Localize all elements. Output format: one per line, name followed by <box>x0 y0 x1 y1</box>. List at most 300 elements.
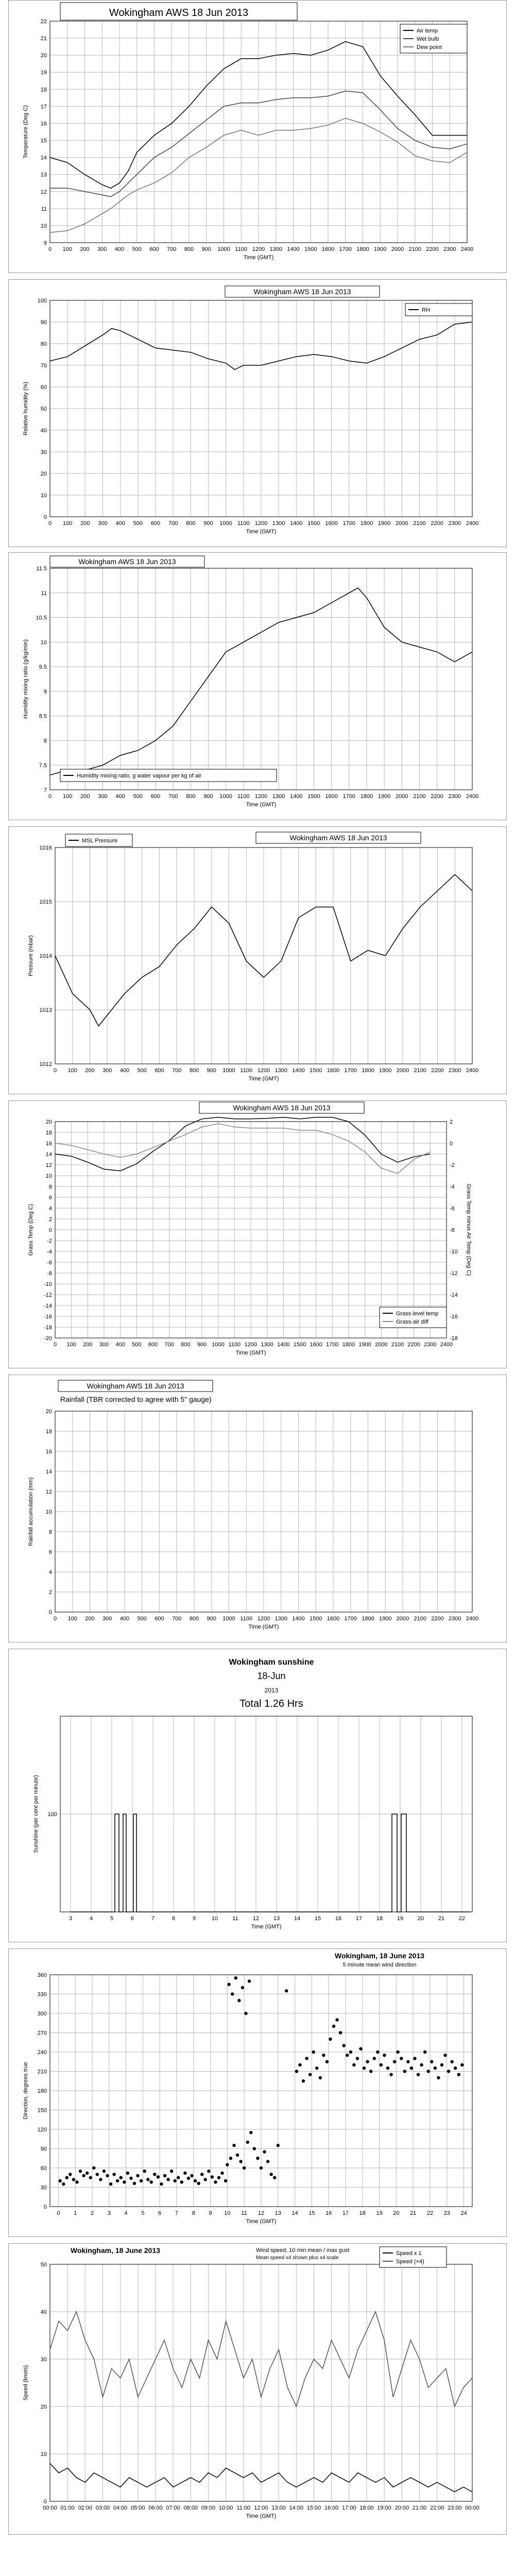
x-tick-label: 13:00 <box>271 2505 286 2511</box>
y-tick-label: 180 <box>37 2088 47 2094</box>
x-tick-label: 1500 <box>293 1342 306 1348</box>
y-tick-label: 30 <box>40 449 47 455</box>
data-point <box>227 1983 230 1986</box>
x-tick-label: 23:00 <box>448 2505 462 2511</box>
y-tick-label: 20 <box>45 1119 52 1125</box>
x-tick-label: 1200 <box>244 1342 258 1348</box>
y-tick-label: 9 <box>43 688 47 695</box>
data-point <box>396 2050 399 2054</box>
data-point <box>342 2044 346 2047</box>
x-tick-label: 700 <box>172 1067 182 1074</box>
data-point <box>65 2176 68 2179</box>
data-point <box>244 2012 247 2015</box>
y2-tick-label: -14 <box>450 1292 458 1298</box>
x-tick-label: 2400 <box>466 1067 479 1074</box>
y-tick-label: 4 <box>48 1569 52 1575</box>
x-tick-label: 300 <box>99 1342 109 1348</box>
y2-tick-label: -2 <box>450 1162 455 1168</box>
data-point <box>349 2050 352 2054</box>
x-tick-label: 500 <box>132 246 142 252</box>
x-tick-label: 1900 <box>379 1616 392 1622</box>
chart-title: Wokingham AWS 18 Jun 2013 <box>109 7 249 19</box>
pressure-chart-svg <box>9 827 506 1094</box>
mixing-ratio-chart <box>8 552 507 820</box>
data-point <box>386 2066 389 2070</box>
legend-label: Wet bulb <box>417 36 439 42</box>
y-tick-label: 13 <box>40 172 47 178</box>
y-tick-label: 0 <box>48 1609 52 1616</box>
data-point <box>329 2038 332 2041</box>
x-tick-label: 07:00 <box>166 2505 180 2511</box>
data-point <box>457 2073 460 2076</box>
x-tick-label: 1700 <box>326 1342 339 1348</box>
x-tick-label: 0 <box>48 793 52 800</box>
data-point <box>423 2050 426 2054</box>
data-point <box>285 1989 288 1992</box>
x-tick-label: 900 <box>207 1616 216 1622</box>
data-point <box>273 2176 276 2179</box>
data-point <box>376 2050 379 2054</box>
x-axis-label: Time (GMT) <box>235 1350 266 1356</box>
x-tick-label: 4 <box>89 1916 93 1922</box>
data-point <box>352 2063 355 2066</box>
y-tick-label: 8 <box>48 1529 52 1535</box>
x-tick-label: 6 <box>130 1916 134 1922</box>
x-tick-label: 8 <box>192 2210 195 2216</box>
x-tick-label: 600 <box>148 1342 158 1348</box>
x-tick-label: 1600 <box>310 1342 322 1348</box>
data-point <box>239 2160 242 2163</box>
x-tick-label: 900 <box>197 1342 207 1348</box>
y2-tick-label: 0 <box>450 1141 453 1147</box>
data-point <box>211 2175 214 2178</box>
x-tick-label: 0 <box>53 1342 57 1348</box>
x-tick-label: 100 <box>62 520 73 527</box>
x-tick-label: 1800 <box>342 1342 355 1348</box>
x-tick-label: 0 <box>57 2210 60 2216</box>
y-tick-label: 0 <box>43 2204 47 2210</box>
x-tick-label: 200 <box>85 1067 95 1074</box>
data-point <box>440 2063 443 2066</box>
x-tick-label: 400 <box>119 1616 130 1622</box>
x-tick-label: 1300 <box>261 1342 273 1348</box>
y-axis-label: Grass Temp (Deg C) <box>28 1204 34 1256</box>
y-tick-label: -6 <box>47 1260 52 1266</box>
y-tick-label: 20 <box>45 1409 52 1415</box>
x-tick-label: 12:00 <box>254 2505 268 2511</box>
x-tick-label: 1000 <box>212 1342 225 1348</box>
x-tick-label: 1800 <box>360 793 373 800</box>
y-tick-label: 10 <box>45 1173 52 1179</box>
x-tick-label: 1200 <box>254 793 268 800</box>
x-tick-label: 2000 <box>375 1342 388 1348</box>
data-point <box>302 2079 305 2082</box>
y-tick-label: 17 <box>40 104 47 110</box>
y-tick-label: 240 <box>37 2049 47 2056</box>
x-tick-label: 1800 <box>362 1616 374 1622</box>
y-tick-label: 9.5 <box>39 664 47 671</box>
y-tick-label: 12 <box>45 1162 52 1168</box>
wind-direction-chart <box>8 1948 507 2237</box>
humidity-chart <box>8 279 507 547</box>
x-tick-label: 1900 <box>377 520 391 527</box>
x-tick-label: 2000 <box>396 1067 409 1074</box>
x-tick-label: 500 <box>132 1342 142 1348</box>
y-tick-label: 150 <box>37 2107 47 2114</box>
data-point <box>220 2172 224 2175</box>
x-tick-label: 1500 <box>310 1616 322 1622</box>
x-tick-label: 16 <box>335 1916 342 1922</box>
x-tick-label: 20 <box>393 2210 400 2216</box>
chart-year: 2013 <box>264 1687 279 1694</box>
x-tick-label: 24 <box>460 2210 467 2216</box>
x-tick-label: 1000 <box>219 520 232 527</box>
x-tick-label: 9 <box>209 2210 212 2216</box>
data-point <box>163 2174 166 2177</box>
y-tick-label: 30 <box>40 2184 47 2191</box>
y-tick-label: -14 <box>44 1303 52 1309</box>
x-tick-label: 04:00 <box>113 2505 128 2511</box>
x-tick-label: 12 <box>258 2210 265 2216</box>
x-tick-label: 1000 <box>217 246 230 252</box>
x-tick-label: 500 <box>137 1616 147 1622</box>
x-tick-label: 2200 <box>431 1067 444 1074</box>
x-tick-label: 1400 <box>277 1342 290 1348</box>
data-point <box>136 2174 139 2177</box>
chart-title: Wokingham, 18 June 2013 <box>71 2246 161 2255</box>
y-tick-label: 0 <box>43 514 47 520</box>
data-point <box>298 2063 301 2066</box>
sunshine-chart-svg <box>9 1649 506 1942</box>
x-tick-label: 2300 <box>449 1616 461 1622</box>
x-tick-label: 1100 <box>228 1342 241 1348</box>
x-tick-label: 400 <box>115 1342 125 1348</box>
x-tick-label: 18 <box>376 1916 383 1922</box>
x-tick-label: 1200 <box>257 1067 270 1074</box>
wind-direction-chart-svg <box>9 1949 506 2236</box>
x-tick-label: 17 <box>342 2210 349 2216</box>
temperature-chart <box>8 0 507 273</box>
y-tick-label: -12 <box>44 1292 52 1298</box>
data-point <box>406 2060 409 2063</box>
data-point <box>96 2173 99 2176</box>
x-axis-label: Time (GMT) <box>246 529 277 535</box>
x-tick-label: 300 <box>98 793 108 800</box>
x-tick-label: 1900 <box>379 1067 392 1074</box>
data-point <box>217 2176 220 2179</box>
x-tick-label: 900 <box>207 1067 216 1074</box>
y-tick-label: 50 <box>40 2262 47 2268</box>
x-tick-label: 600 <box>149 246 159 252</box>
y-tick-label: 270 <box>37 2030 47 2037</box>
chart-title: Wokingham AWS 18 Jun 2013 <box>78 557 176 566</box>
y2-tick-label: -18 <box>450 1335 458 1342</box>
data-point <box>400 2057 403 2060</box>
x-tick-label: 2300 <box>449 1067 461 1074</box>
y2-tick-label: -16 <box>450 1314 458 1320</box>
x-tick-label: 1900 <box>377 793 391 800</box>
data-point <box>102 2170 106 2173</box>
x-tick-label: 2 <box>90 2210 94 2216</box>
x-axis-label: Time (GMT) <box>248 1076 279 1082</box>
temperature-chart-svg <box>9 1 506 273</box>
x-tick-label: 10:00 <box>218 2505 233 2511</box>
y-tick-label: -18 <box>44 1325 52 1331</box>
x-tick-label: 20:00 <box>394 2505 409 2511</box>
y-axis-label: Temperature (Deg C) <box>23 105 29 159</box>
x-tick-label: 1500 <box>307 793 320 800</box>
data-point <box>68 2173 72 2176</box>
wind-speed-chart <box>8 2243 507 2535</box>
x-tick-label: 0 <box>53 1067 57 1074</box>
data-point <box>236 2154 239 2157</box>
data-point <box>234 1976 237 1979</box>
data-point <box>126 2172 129 2175</box>
data-point <box>183 2172 186 2175</box>
legend-label: Grass level temp <box>396 1311 439 1317</box>
y-tick-label: 60 <box>40 384 47 391</box>
x-tick-label: 500 <box>137 1067 147 1074</box>
x-tick-label: 200 <box>80 520 90 527</box>
data-point <box>123 2180 126 2183</box>
x-tick-label: 700 <box>167 246 177 252</box>
x-tick-label: 1700 <box>339 246 352 252</box>
y-tick-label: 80 <box>40 341 47 347</box>
y-tick-label: 18 <box>45 1130 52 1136</box>
x-tick-label: 2300 <box>448 520 461 527</box>
x-tick-label: 13 <box>273 1916 280 1922</box>
x-tick-label: 200 <box>85 1616 95 1622</box>
x-tick-label: 2000 <box>396 1616 409 1622</box>
x-tick-label: 0 <box>53 1616 57 1622</box>
x-tick-label: 200 <box>80 793 90 800</box>
x-tick-label: 2000 <box>391 246 404 252</box>
y-tick-label: 11 <box>41 206 47 212</box>
y-tick-label: 8.5 <box>39 713 47 720</box>
data-point <box>308 2073 312 2076</box>
data-point <box>177 2176 180 2179</box>
x-tick-label: 08:00 <box>183 2505 198 2511</box>
x-tick-label: 09:00 <box>201 2505 216 2511</box>
x-tick-label: 14 <box>291 2210 298 2216</box>
x-tick-label: 1300 <box>272 520 285 527</box>
x-tick-label: 1900 <box>358 1342 371 1348</box>
x-tick-label: 700 <box>168 520 178 527</box>
chart-subtitle: Wind speed, 10 min mean / max gust <box>256 2247 350 2253</box>
x-tick-label: 1000 <box>222 1616 235 1622</box>
data-point <box>305 2057 308 2060</box>
x-tick-label: 300 <box>97 246 107 252</box>
y-tick-label: 10 <box>45 1509 52 1515</box>
x-axis-label: Time (GMT) <box>243 255 274 261</box>
x-tick-label: 1400 <box>287 246 300 252</box>
x-tick-label: 19 <box>397 1916 404 1922</box>
humidity-chart-svg <box>9 280 506 547</box>
x-tick-label: 800 <box>189 1067 199 1074</box>
y2-tick-label: -12 <box>450 1270 458 1277</box>
y-tick-label: -16 <box>44 1314 52 1320</box>
x-tick-label: 22:00 <box>430 2505 444 2511</box>
x-tick-label: 1400 <box>290 793 303 800</box>
data-point <box>224 2179 227 2182</box>
x-tick-label: 10 <box>224 2210 231 2216</box>
x-tick-label: 16:00 <box>324 2505 339 2511</box>
data-point <box>246 2141 249 2144</box>
pressure-chart <box>8 826 507 1094</box>
x-tick-label: 1300 <box>274 1067 287 1074</box>
x-tick-label: 700 <box>164 1342 174 1348</box>
data-point <box>119 2176 123 2179</box>
x-tick-label: 23 <box>443 2210 450 2216</box>
legend-label: MSL Pressure <box>82 838 118 844</box>
legend-label: RH <box>422 307 430 313</box>
y-tick-label: 10 <box>40 2451 47 2458</box>
x-tick-label: 2400 <box>466 520 479 527</box>
data-point <box>207 2170 210 2173</box>
data-point <box>79 2170 82 2173</box>
chart-subtitle-2: Mean speed x4 shown plus x4 scale <box>256 2255 339 2261</box>
data-point <box>356 2057 359 2060</box>
y-tick-label: 15 <box>40 138 47 144</box>
y-tick-label: 11.5 <box>36 566 47 572</box>
data-point <box>434 2066 437 2070</box>
y-axis-label: Sunshine (per cent per minute) <box>33 1775 39 1853</box>
y-tick-label: 0 <box>43 2499 47 2505</box>
data-point <box>170 2170 173 2173</box>
y-tick-label: 19 <box>40 70 47 76</box>
x-tick-label: 1200 <box>257 1616 270 1622</box>
x-tick-label: 15:00 <box>306 2505 321 2511</box>
data-point <box>166 2178 169 2181</box>
x-tick-label: 100 <box>66 1342 76 1348</box>
legend-label: Speed x 1 <box>396 2250 422 2257</box>
x-tick-label: 06:00 <box>148 2505 163 2511</box>
x-tick-label: 800 <box>189 1616 199 1622</box>
y2-tick-label: -8 <box>450 1227 455 1233</box>
data-point <box>106 2174 109 2177</box>
data-point <box>295 2070 298 2073</box>
legend-label: Grass-air diff <box>396 1319 428 1325</box>
x-tick-label: 2300 <box>443 246 456 252</box>
data-point <box>363 2066 366 2070</box>
series-line-grass-level-temp <box>55 1117 430 1171</box>
x-tick-label: 0 <box>48 520 52 527</box>
y-axis-label: Relative humidity (%) <box>23 382 29 435</box>
y-tick-label: 360 <box>37 1972 47 1978</box>
y-tick-label: 12 <box>40 189 47 195</box>
y-axis-label: Humidity mixing ratio (g/kg/min) <box>23 639 29 719</box>
x-tick-label: 2100 <box>413 793 426 800</box>
y-tick-label: 14 <box>45 1469 52 1475</box>
sunshine-chart <box>8 1649 507 1942</box>
y-tick-label: 50 <box>40 406 47 412</box>
x-tick-label: 01:00 <box>60 2505 75 2511</box>
x-tick-label: 300 <box>102 1616 112 1622</box>
data-point <box>454 2066 457 2070</box>
x-tick-label: 400 <box>115 793 125 800</box>
x-tick-label: 19 <box>376 2210 383 2216</box>
x-tick-label: 2400 <box>466 1616 479 1622</box>
y-tick-label: 6 <box>48 1195 52 1201</box>
x-tick-label: 1600 <box>327 1616 340 1622</box>
x-tick-label: 2000 <box>396 520 408 527</box>
data-point <box>82 2174 85 2177</box>
data-point <box>335 2018 338 2021</box>
y-tick-label: 7 <box>43 787 47 793</box>
y-axis-label: Pressure (mbar) <box>28 935 34 976</box>
y-tick-label: 16 <box>45 1449 52 1455</box>
x-tick-label: 16 <box>325 2210 332 2216</box>
x-tick-label: 21:00 <box>412 2505 427 2511</box>
data-point <box>160 2182 163 2185</box>
x-tick-label: 800 <box>184 246 194 252</box>
chart-subtitle: 5 minute mean wind direction <box>342 1962 417 1968</box>
data-point <box>112 2173 115 2176</box>
x-tick-label: 15 <box>314 1916 321 1922</box>
x-tick-label: 7 <box>175 2210 179 2216</box>
x-tick-label: 500 <box>133 793 143 800</box>
x-tick-label: 5 <box>141 2210 145 2216</box>
x-tick-label: 300 <box>102 1067 112 1074</box>
data-point <box>109 2182 112 2185</box>
x-tick-label: 600 <box>154 1067 164 1074</box>
data-point <box>346 2054 349 2057</box>
x-tick-label: 2400 <box>460 246 474 252</box>
data-point <box>420 2063 423 2066</box>
data-point <box>231 1992 234 1995</box>
x-tick-label: 1500 <box>307 520 320 527</box>
data-point <box>197 2182 200 2185</box>
y2-tick-label: -4 <box>450 1184 455 1190</box>
y-tick-label: 8 <box>43 738 47 744</box>
x-tick-label: 600 <box>150 793 161 800</box>
x-tick-label: 2100 <box>414 1616 426 1622</box>
chart-subtitle: 18-Jun <box>257 1671 286 1681</box>
y-tick-label: 8 <box>48 1184 52 1190</box>
x-tick-label: 02:00 <box>78 2505 93 2511</box>
data-point <box>332 2025 335 2028</box>
chart-total: Total 1.26 Hrs <box>239 1698 303 1709</box>
x-tick-label: 2400 <box>440 1342 453 1348</box>
x-tick-label: 2100 <box>413 520 426 527</box>
y-tick-label: 40 <box>40 2309 47 2315</box>
x-tick-label: 2100 <box>414 1067 426 1074</box>
x-tick-label: 200 <box>83 1342 93 1348</box>
y-tick-label: 14 <box>45 1151 52 1158</box>
data-point <box>174 2179 177 2182</box>
chart-title: Wokingham AWS 18 Jun 2013 <box>87 1382 184 1390</box>
data-point <box>437 2076 440 2079</box>
x-tick-label: 1500 <box>310 1067 322 1074</box>
data-point <box>243 2166 246 2170</box>
series-line-sunshine <box>71 1814 470 1912</box>
data-point <box>180 2180 183 2183</box>
y-tick-label: 10 <box>40 493 47 499</box>
x-tick-label: 00:00 <box>43 2505 57 2511</box>
data-point <box>322 2054 325 2057</box>
y-tick-label: 1013 <box>39 1007 52 1013</box>
data-point <box>232 2144 235 2147</box>
y-tick-label: 14 <box>40 155 47 161</box>
data-point <box>190 2174 193 2177</box>
x-axis-label: Time (GMT) <box>246 2218 277 2225</box>
chart-title: Wokingham AWS 18 Jun 2013 <box>233 1104 331 1112</box>
x-tick-label: 2100 <box>408 246 421 252</box>
chart-title: Wokingham AWS 18 Jun 2013 <box>253 287 351 296</box>
x-tick-label: 17 <box>355 1916 363 1922</box>
data-point <box>146 2178 149 2181</box>
x-tick-label: 21 <box>438 1916 445 1922</box>
